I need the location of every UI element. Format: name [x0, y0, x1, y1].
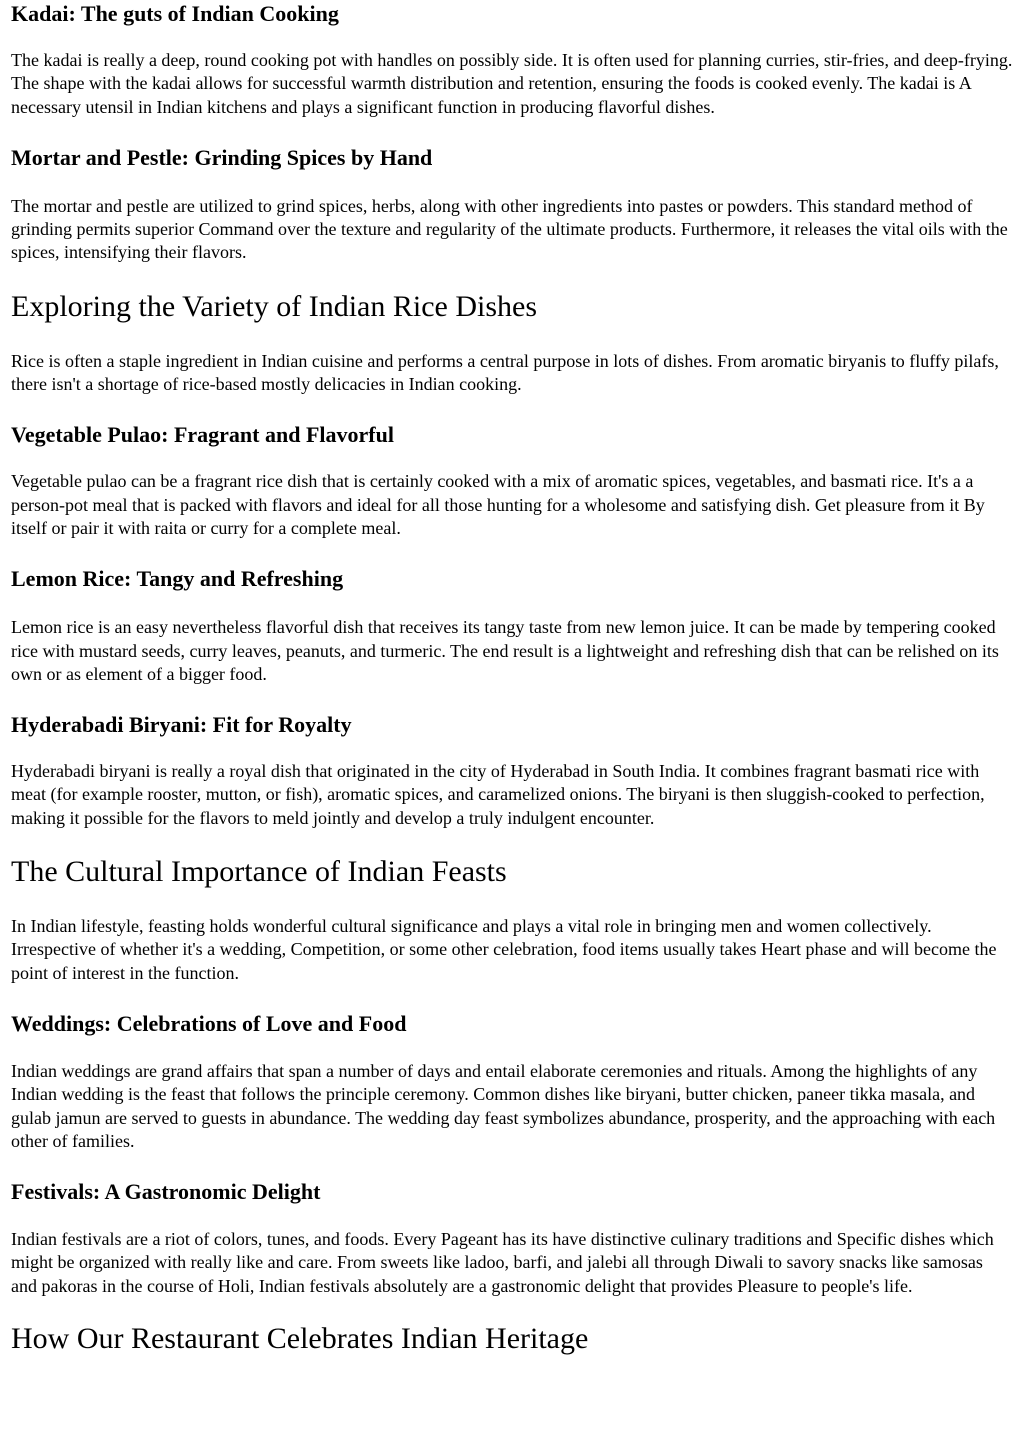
heading-mortar-pestle: Mortar and Pestle: Grinding Spices by Hand [11, 144, 433, 170]
article [0, 1, 1024, 1356]
heading-hyderabadi-biryani: Hyderabadi Biryani: Fit for Royalty [11, 712, 352, 738]
paragraph-weddings: Indian weddings are grand affairs that span a number of days and entail elaborate ceremonies and rituals. Among the highlights of any Indian wedding is the feast that follows the principle ceremony. Common dishes like biryani, butter chicken, paneer tikka masala, and gulab jamun are served to guests in abundance. The wedding day feast symbolizes abundance, prosperity, and the approaching with each other of families. [11, 1060, 996, 1151]
paragraph-vegetable-pulao: Vegetable pulao can be a fragrant rice dish that is certainly cooked with a mix of aromatic spices, vegetables, and basmati rice. It's a a person-pot meal that is packed with flavors and ideal for all those hunting for a wholesome and satisfying dish. Get pleasure from it By itself or pair it with raita or curry for a complete meal. [11, 471, 985, 538]
paragraph-kadai: The kadai is really a deep, round cooking pot with handles on possibly side. It is often used for planning curries, stir-fries, and deep-frying. The shape with the kadai allows for successful warmth distribution and retention, ensuring the foods is cooked evenly. The kadai is A necessary utensil in Indian kitchens and plays a significant function in producing flavorful dishes. [11, 50, 1013, 117]
paragraph-festivals: Indian festivals are a riot of colors, tunes, and foods. Every Pageant has its have distinctive culinary traditions and Specific dishes which might be organized with really like and care. From sweets like ladoo, barfi, and jalebi all through Diwali to savory snacks like samosas and pakoras in the course of Holi, Indian festivals absolutely are a gastronomic delight that provides Pleasure to people's life. [11, 1229, 994, 1296]
heading-cultural-importance: The Cultural Importance of Indian Feasts [11, 855, 507, 889]
paragraph-hyderabadi-biryani: Hyderabadi biryani is really a royal dish that originated in the city of Hyderabad in South India. It combines fragrant basmati rice with meat (for example rooster, mutton, or fish), aromatic spices, and caramelized onions. The biryani is then sluggish-cooked to perfection, making it possible for the flavors to meld jointly and develop a truly indulgent encounter. [11, 761, 985, 828]
paragraph-lemon-rice: Lemon rice is an easy nevertheless flavorful dish that receives its tangy taste from new lemon juice. It can be made by tempering cooked rice with mustard seeds, curry leaves, peanuts, and turmeric. The end result is a lightweight and refreshing dish that can be relished on its own or as element of a bigger food. [11, 617, 999, 684]
paragraph-rice-dishes: Rice is often a staple ingredient in Indian cuisine and performs a central purpose in lots of dishes. From aromatic biryanis to fluffy pilafs, there isn't a shortage of rice-based mostly delicacies in Indian cooking. [11, 350, 999, 395]
paragraph-cultural-importance: In Indian lifestyle, feasting holds wonderful cultural significance and plays a vital role in bringing men and women collectively. Irrespective of whether it's a wedding, Competition, or some other celebration, food items usually takes Heart phase and will become the point of interest in the function. [11, 916, 997, 983]
heading-vegetable-pulao: Vegetable Pulao: Fragrant and Flavorful [11, 422, 394, 448]
heading-lemon-rice: Lemon Rice: Tangy and Refreshing [11, 566, 344, 592]
heading-restaurant-heritage: How Our Restaurant Celebrates Indian Heritage [11, 1322, 589, 1356]
heading-festivals: Festivals: A Gastronomic Delight [11, 1179, 321, 1205]
heading-kadai: Kadai: The guts of Indian Cooking [11, 1, 339, 26]
heading-weddings: Weddings: Celebrations of Love and Food [11, 1010, 407, 1036]
paragraph-mortar-pestle: The mortar and pestle are utilized to grind spices, herbs, along with other ingredients into pastes or powders. This standard method of grinding permits superior Command over the texture and regularity of the ultimate products. Furthermore, it releases the vital oils with the spices, intensifying their flavors. [11, 195, 1008, 263]
heading-rice-dishes: Exploring the Variety of Indian Rice Dishes [11, 289, 537, 323]
